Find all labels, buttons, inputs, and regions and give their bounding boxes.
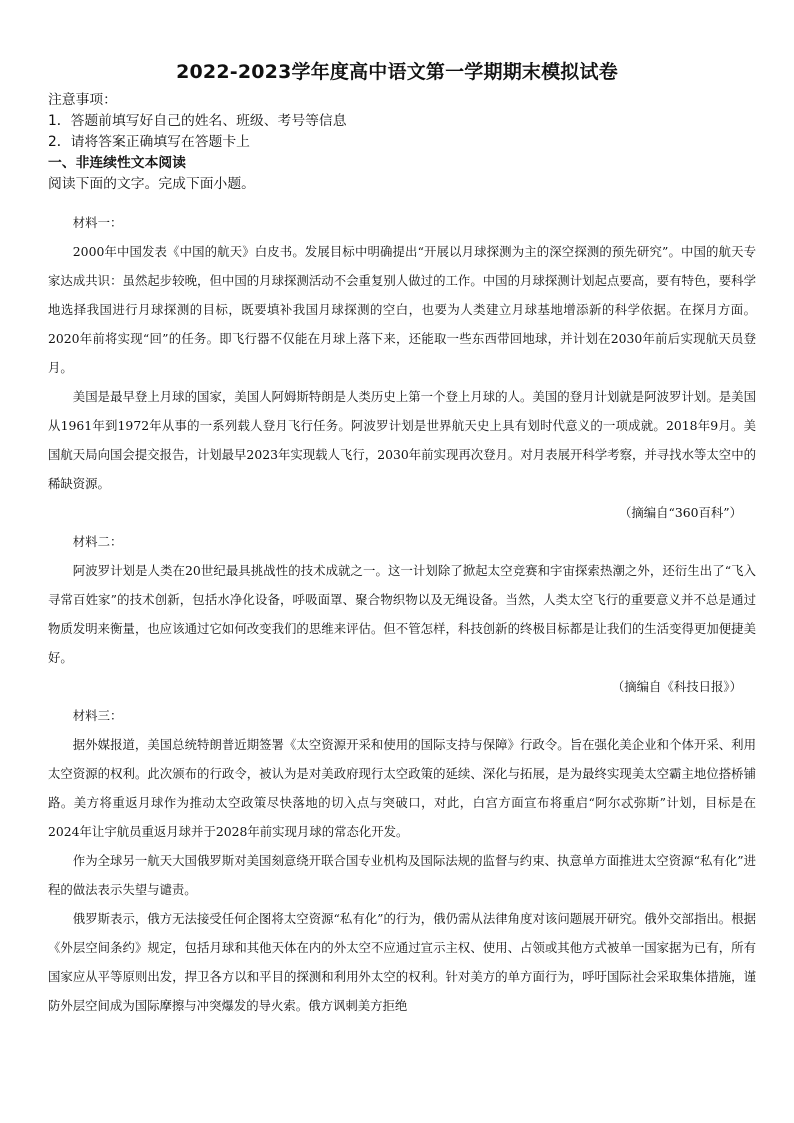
exam-title: 2022-2023学年度高中语文第一学期期末模拟试卷 — [176, 61, 618, 83]
source-citation: （摘编自“360百科”） — [618, 505, 742, 520]
paragraph: 阿波罗计划是人类在20世纪最具挑战性的技术成就之一。这一计划除了掀起太空竞赛和宇宙探索热潮之外，还衍生出了“飞入寻常百姓家”的技术创新，包括水净化设备，呼吸面罩、聚合物织物以及无绳设备。当然，人类太空飞行的重要意义并不总是通过物质发明来衡量，也应该通过它如何改变我们的思维来评估。但不管怎样，科技创新的终极目标都是让我们的生活变得更加便捷美好。 — [48, 563, 756, 665]
notice-item: 2．请将答案正确填写在答题卡上 — [48, 134, 250, 150]
paragraph: 2000年中国发表《中国的航天》白皮书。发展目标中明确提出“开展以月球探测为主的深空探测的预先研究”。中国的航天专家达成共识：虽然起步较晚，但中国的月球探测活动不会重复别人做过的工作。中国的月球探测计划起点要高，要有特色，要科学地选择我国进行月球探测的目标，既要填补我国月球探测的空白，也要为人类建立月球基地增添新的科学依据。在探月方面。2020年前将实现“回”的任务。即飞行器不仅能在月球上落下来，还能取一些东西带回地球，并计划在2030年前后实现航天员登月。 — [48, 244, 756, 375]
material-label: 材料二： — [72, 534, 123, 549]
paragraph: 作为全球另一航天大国俄罗斯对美国刻意绕开联合国专业机构及国际法规的监督与约束、执意单方面推进太空资源“私有化”进程的做法表示失望与谴责。 — [48, 853, 756, 897]
source-citation: （摘编自《科技日报》） — [611, 679, 742, 694]
section-heading: 一、非连续性文本阅读 — [48, 155, 186, 171]
paragraph: 俄罗斯表示，俄方无法接受任何企图将太空资源“私有化”的行为，俄仍需从法律角度对该问题展开研究。俄外交部指出。根据《外层空间条约》规定，包括月球和其他天体在内的外太空不应通过宣示主权、使用、占领或其他方式被单一国家据为已有，所有国家应从平等原则出发，捍卫各方以和平目的探测和利用外太空的权利。针对美方的单方面行为，呼吁国际社会采取集体措施，谨防外层空间成为国际摩擦与冲突爆发的导火索。俄方讽刺美方拒绝 — [48, 911, 756, 1013]
material-label: 材料三： — [72, 708, 123, 723]
notice-block — [48, 90, 758, 195]
paragraph: 美国是最早登上月球的国家，美国人阿姆斯特朗是人类历史上第一个登上月球的人。美国的登月计划就是阿波罗计划。是美国从1961年到1972年从事的一系列载人登月飞行任务。阿波罗计划是世界航天史上具有划时代意义的一项成就。2018年9月。美国航天局向国会提交报告，计划最早2023年实现载人飞行，2030年前实现再次登月。对月表展开科学考察，并寻找水等太空中的稀缺资源。 — [48, 389, 756, 491]
material-label: 材料一： — [72, 215, 123, 230]
section-instruction: 阅读下面的文字。完成下面小题。 — [48, 176, 255, 192]
notice-heading: 注意事项： — [48, 92, 117, 108]
reading-passage — [48, 208, 756, 1020]
notice-item: 1．答题前填写好自己的姓名、班级、考号等信息 — [48, 113, 347, 129]
paragraph: 据外媒报道，美国总统特朗普近期签署《太空资源开采和使用的国际支持与保障》行政令。旨在强化美企业和个体开采、利用太空资源的权利。此次颁布的行政令，被认为是对美政府现行太空政策的延续、深化与拓展，是为最终实现美太空霸主地位搭桥铺路。美方将重返月球作为推动太空政策尽快落地的切入点与突破口，对此，白宫方面宣布将重启“阿尔忒弥斯”计划，目标是在2024年让宇航员重返月球并于2028年前实现月球的常态化开发。 — [48, 737, 756, 839]
